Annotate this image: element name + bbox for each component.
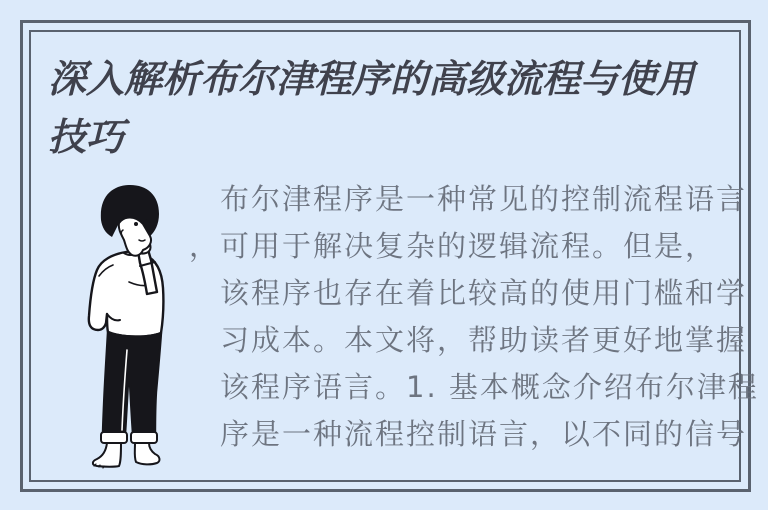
person-illustration	[76, 180, 198, 480]
person-pants	[103, 332, 161, 434]
article-title	[48, 50, 748, 166]
body-text-line: 布尔津程序是一种常见的控制流程语言	[220, 182, 748, 216]
title-line: 深入解析布尔津程序的高级流程与使用	[48, 56, 695, 101]
body-text-line: 序是一种流程控制语言，以不同的信号	[220, 417, 748, 451]
title-line: 技巧	[48, 114, 125, 159]
article-body	[189, 176, 759, 458]
body-text-line: ，可用于解决复杂的逻辑流程。但是，	[189, 229, 717, 263]
body-text-line: 习成本。本文将，帮助读者更好地掌握	[220, 323, 748, 357]
body-text-line: 该程序也存在着比较高的使用门槛和学	[220, 276, 748, 310]
person-feet	[93, 443, 160, 468]
body-text-line: 该程序语言。1. 基本概念介绍布尔津程	[220, 370, 759, 404]
person-cuffs	[101, 432, 157, 443]
